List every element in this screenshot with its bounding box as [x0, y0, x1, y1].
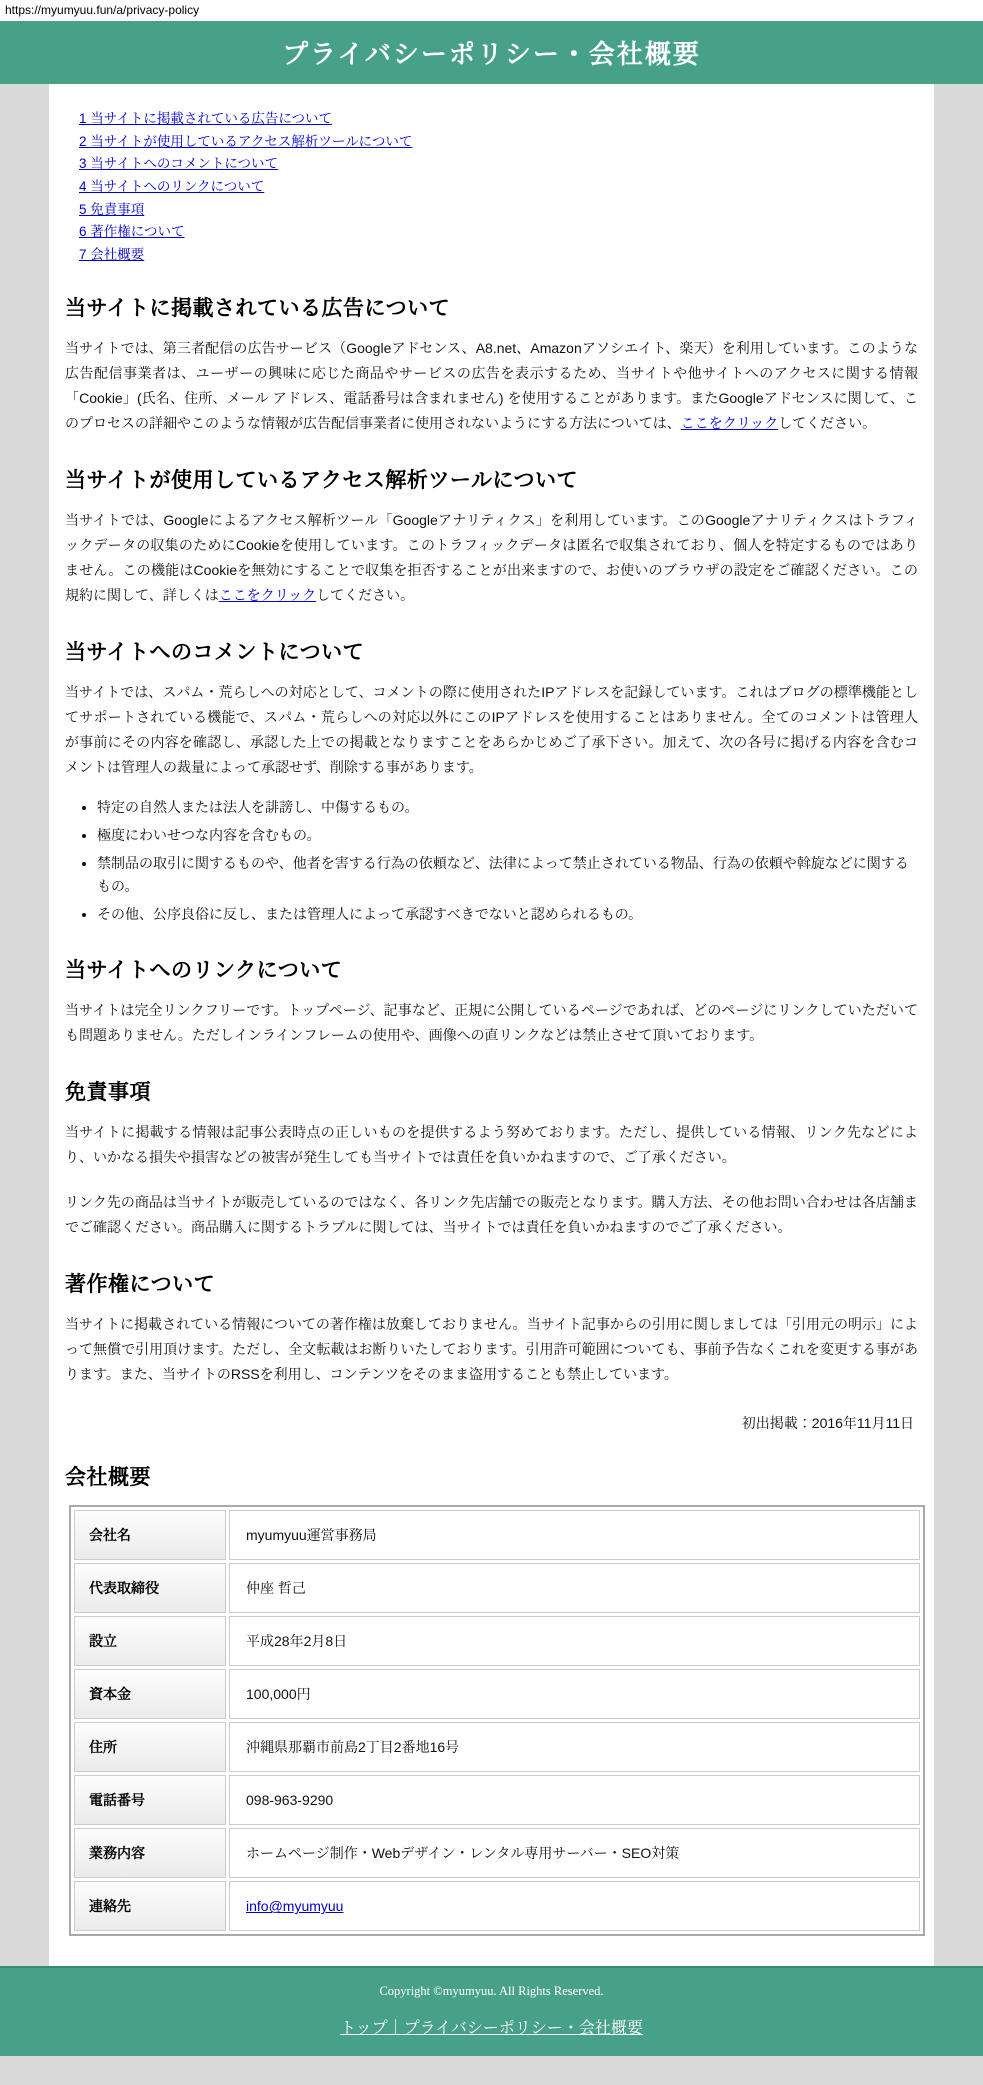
established-label: 設立 — [74, 1616, 226, 1666]
section-company — [65, 1461, 918, 1936]
ceo-label: 代表取締役 — [74, 1563, 226, 1613]
page-footer — [0, 1966, 983, 2056]
section-comments-heading: 当サイトへのコメントについて — [65, 641, 365, 665]
table-of-contents — [79, 110, 918, 264]
page-header — [0, 21, 983, 84]
section-ads-body-pre: 当サイトでは、第三者配信の広告サービス（Googleアドセンス、A8.net、Amazonアソシエイト、楽天）を利用しています。このような広告配信事業者は、ユーザーの興味に応じた商品やサービスの広告を表示するため、当サイトや他サイトへのアクセスに関する情報 「Cookie」(氏名、住所、メール アドレス、電話番号は含まれません) を使用することがあります。またGoogleアドセンスに関して、このプロセスの詳細やこのような情報が広告配信事業者に使用されないようにする方法については、 — [65, 340, 918, 432]
section-company-heading: 会社概要 — [65, 1466, 151, 1490]
toc-link-disclaimer[interactable]: 5 免責事項 — [79, 201, 145, 217]
toc-link-analytics[interactable]: 2 当サイトが使用しているアクセス解析ツールについて — [79, 133, 413, 149]
table-row — [74, 1563, 920, 1613]
analytics-click-here-link[interactable]: ここをクリック — [218, 587, 317, 604]
section-ads — [65, 292, 918, 436]
list-item: • その他、公序良俗に反し、または管理人によって承認すべきでないと認められるもの。 — [97, 903, 918, 926]
toc-link-copyright[interactable]: 6 著作権について — [79, 224, 185, 240]
section-disclaimer-heading: 免責事項 — [65, 1081, 151, 1105]
established-value: 平成28年2月8日 — [229, 1616, 920, 1666]
table-row — [74, 1881, 920, 1931]
section-disclaimer-body-1: 当サイトに掲載する情報は記事公表時点の正しいものを提供するよう努めております。ただし、提供している情報、リンク先などにより、いかなる損失や損害などの被害が発生しても当サイトでは責任を負いかねますので、ご了承ください。 — [65, 1124, 918, 1166]
section-disclaimer — [65, 1076, 918, 1240]
list-item: • 特定の自然人または法人を誹謗し、中傷するもの。 — [97, 796, 918, 819]
address-label: 住所 — [74, 1722, 226, 1772]
list-item: • 禁制品の取引に関するものや、他者を害する行為の依頼など、法律によって禁止されている物品、行為の依頼や斡旋などに関するもの。 — [97, 852, 918, 898]
contact-email-link[interactable]: info@myumyuu — [246, 1898, 344, 1915]
section-analytics-body-pre: 当サイトでは、Googleによるアクセス解析ツール「Googleアナリティクス」を利用しています。このGoogleアナリティクスはトラフィックデータの収集のためにCookieを使用しています。このトラフィックデータは匿名で収集されており、個人を特定するものではありません。この機能はCookieを無効にすることで収集を拒否することが出来ますので、お使いのブラウザの設定をご確認ください。この規約に関して、詳しくは — [65, 512, 918, 604]
company-name-value: myumyuu運営事務局 — [229, 1510, 920, 1560]
section-links-heading: 当サイトへのリンクについて — [65, 959, 343, 983]
table-row — [74, 1722, 920, 1772]
capital-value: 100,000円 — [229, 1669, 920, 1719]
section-ads-body — [65, 336, 918, 436]
business-value: ホームページ制作・Webデザイン・レンタル専用サーバー・SEO対策 — [229, 1828, 920, 1878]
section-comments — [65, 636, 918, 926]
section-analytics-body — [65, 508, 918, 608]
contact-value — [229, 1881, 920, 1931]
table-row — [74, 1775, 920, 1825]
section-ads-body-post: してください。 — [778, 415, 877, 432]
address-value: 沖縄県那覇市前島2丁目2番地16号 — [229, 1722, 920, 1772]
section-ads-heading: 当サイトに掲載されている広告について — [65, 297, 451, 321]
section-analytics — [65, 464, 918, 608]
footer-copyright: Copyright ©myumyuu. All Rights Reserved. — [379, 1984, 604, 1999]
page-title: プライバシーポリシー・会社概要 — [282, 39, 701, 69]
toc-link-links[interactable]: 4 当サイトへのリンクについて — [79, 178, 265, 194]
section-links-body: 当サイトは完全リンクフリーです。トップページ、記事など、正規に公開しているページであれば、どのページにリンクしていただいても問題ありません。ただしインラインフレームの使用や、画像への直リンクなどは禁止させて頂いております。 — [65, 1002, 918, 1044]
toc-link-company[interactable]: 7 会社概要 — [79, 246, 145, 262]
company-info-table — [69, 1505, 925, 1936]
section-links — [65, 954, 918, 1048]
footer-nav-link[interactable]: トップ｜プライバシーポリシー・会社概要 — [340, 2020, 643, 2038]
main-content — [49, 84, 934, 1966]
business-label: 業務内容 — [74, 1828, 226, 1878]
section-copyright-body: 当サイトに掲載されている情報についての著作権は放棄しておりません。当サイト記事からの引用に関しましては「引用元の明示」によって無償で引用頂けます。ただし、全文転載はお断りいたしております。引用許可範囲についても、事前予告なくこれを変更する事があります。また、当サイトのRSSを利用し、コンテンツをそのまま盗用することも禁止しています。 — [65, 1316, 918, 1383]
section-comments-body: 当サイトでは、スパム・荒らしへの対応として、コメントの際に使用されたIPアドレスを記録しています。これはブログの標準機能としてサポートされている機能で、スパム・荒らしへの対応以外にこのIPアドレスを使用することはありません。全てのコメントは管理人が事前にその内容を確認し、承認した上での掲載となりますことをあらかじめご了承下さい。加えて、次の各号に掲げる内容を含むコメントは管理人の裁量によって承認せず、削除する事があります。 — [65, 684, 918, 776]
phone-value: 098-963-9290 — [229, 1775, 920, 1825]
section-analytics-body-post: してください。 — [316, 587, 415, 604]
table-row — [74, 1510, 920, 1560]
phone-label: 電話番号 — [74, 1775, 226, 1825]
footer-nav — [0, 2015, 983, 2038]
table-row — [74, 1828, 920, 1878]
ads-click-here-link[interactable]: ここをクリック — [680, 415, 779, 432]
table-row — [74, 1669, 920, 1719]
list-item: • 極度にわいせつな内容を含むもの。 — [97, 824, 918, 847]
company-name-label: 会社名 — [74, 1510, 226, 1560]
first-published-date: 初出掲載：2016年11月11日 — [741, 1415, 914, 1432]
comment-policy-list — [65, 796, 918, 926]
section-disclaimer-body-2: リンク先の商品は当サイトが販売しているのではなく、各リンク先店舗での販売となります。購入方法、その他お問い合わせは各店舗までご確認ください。商品購入に関するトラブルに関しては、当サイトでは責任を負いかねますのでご了承ください。 — [65, 1194, 918, 1236]
section-analytics-heading: 当サイトが使用しているアクセス解析ツールについて — [65, 469, 579, 493]
section-copyright-heading: 著作権について — [65, 1273, 216, 1297]
toc-link-ads[interactable]: 1 当サイトに掲載されている広告について — [79, 111, 333, 126]
contact-label: 連絡先 — [74, 1881, 226, 1931]
url-text: https://myumyuu.fun/a/privacy-policy — [0, 0, 983, 21]
section-copyright — [65, 1268, 918, 1433]
ceo-value: 仲座 哲己 — [229, 1563, 920, 1613]
toc-link-comments[interactable]: 3 当サイトへのコメントについて — [79, 156, 279, 172]
capital-label: 資本金 — [74, 1669, 226, 1719]
table-row — [74, 1616, 920, 1666]
